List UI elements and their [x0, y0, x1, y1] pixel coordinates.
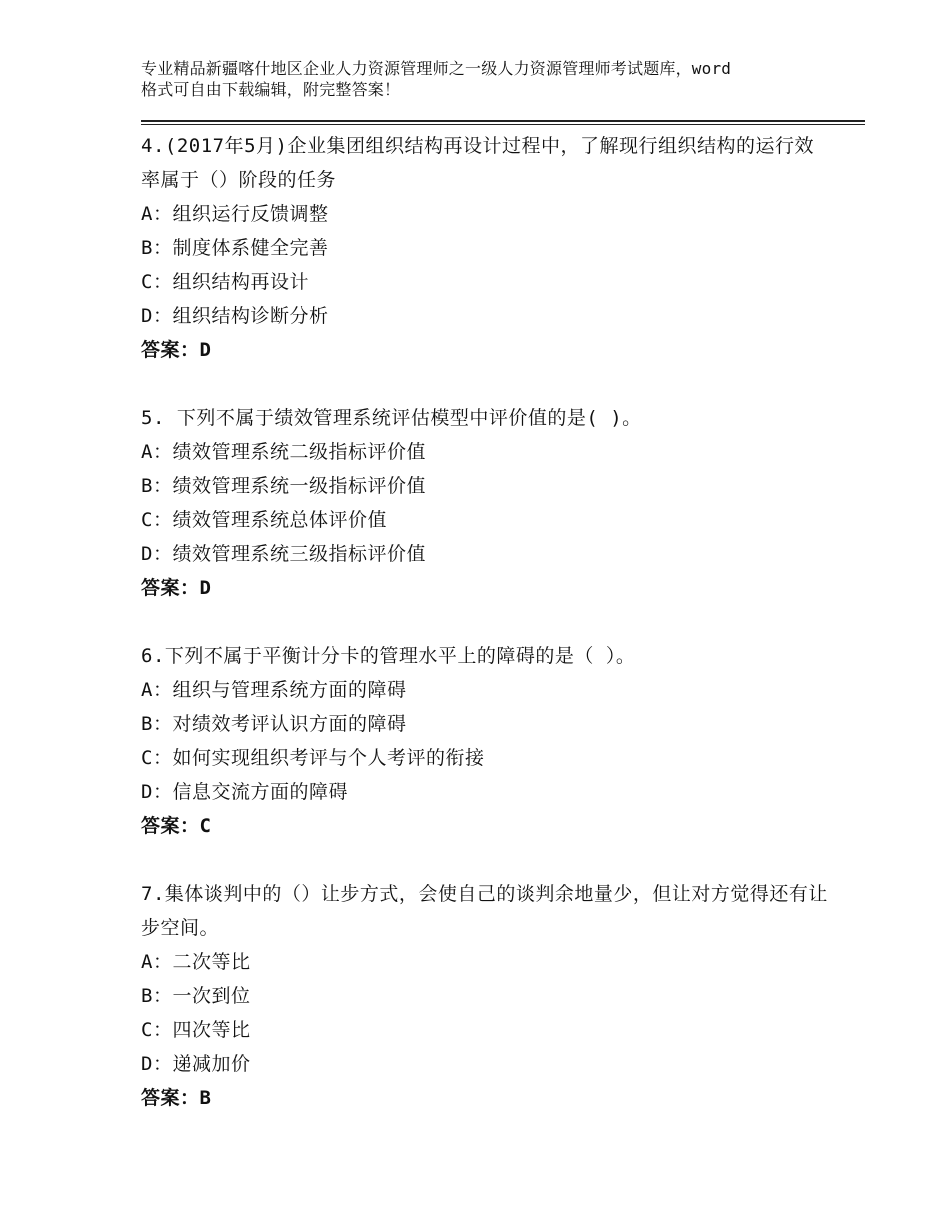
answer-label: 答案： — [141, 1087, 200, 1109]
option-b: B：绩效管理系统一级指标评价值 — [141, 475, 426, 497]
option-b: B：一次到位 — [141, 985, 251, 1007]
header-rule-thin — [141, 124, 865, 125]
option-c: C：组织结构再设计 — [141, 271, 309, 293]
option-c: C：如何实现组织考评与个人考评的衔接 — [141, 747, 485, 769]
option-a: A：组织与管理系统方面的障碍 — [141, 679, 407, 701]
answer-label: 答案： — [141, 815, 200, 837]
question-stem: 5. 下列不属于绩效管理系统评估模型中评价值的是( )。 — [141, 407, 642, 429]
option-d: D：绩效管理系统三级指标评价值 — [141, 543, 426, 565]
question-stem: 7.集体谈判中的（）让步方式，会使自己的谈判余地量少，但让对方觉得还有让步空间。 — [141, 883, 828, 939]
answer-value: D — [199, 577, 212, 599]
option-b: B：对绩效考评认识方面的障碍 — [141, 713, 407, 735]
answer-value: D — [199, 339, 212, 361]
answer-label: 答案： — [141, 577, 200, 599]
option-d: D：信息交流方面的障碍 — [141, 781, 348, 803]
answer-value: C — [199, 815, 212, 837]
option-c: C：绩效管理系统总体评价值 — [141, 509, 387, 531]
answer-label: 答案： — [141, 339, 200, 361]
option-d: D：组织结构诊断分析 — [141, 305, 329, 327]
answer-line — [141, 333, 831, 367]
header-rule-thick — [141, 120, 865, 122]
answer-value: B — [199, 1087, 212, 1109]
option-a: A：绩效管理系统二级指标评价值 — [141, 441, 426, 463]
question-7 — [141, 877, 831, 1115]
answer-line — [141, 809, 831, 843]
option-a: A：二次等比 — [141, 951, 251, 973]
option-b: B：制度体系健全完善 — [141, 237, 329, 259]
answer-line — [141, 571, 831, 605]
question-stem: 4.(2017年5月)企业集团组织结构再设计过程中，了解现行组织结构的运行效率属于（）阶段的任务 — [141, 135, 814, 191]
header-line-2: 格式可自由下载编辑，附完整答案！ — [141, 80, 401, 99]
header-line-1: 专业精品新疆喀什地区企业人力资源管理师之一级人力资源管理师考试题库，word — [141, 59, 732, 78]
question-6 — [141, 639, 831, 843]
answer-line — [141, 1081, 831, 1115]
option-a: A：组织运行反馈调整 — [141, 203, 329, 225]
option-d: D：递减加价 — [141, 1053, 251, 1075]
question-list — [141, 129, 831, 1149]
question-4 — [141, 129, 831, 367]
question-stem: 6.下列不属于平衡计分卡的管理水平上的障碍的是（ ）。 — [141, 645, 636, 667]
question-5 — [141, 401, 831, 605]
document-header — [141, 58, 841, 100]
option-c: C：四次等比 — [141, 1019, 251, 1041]
